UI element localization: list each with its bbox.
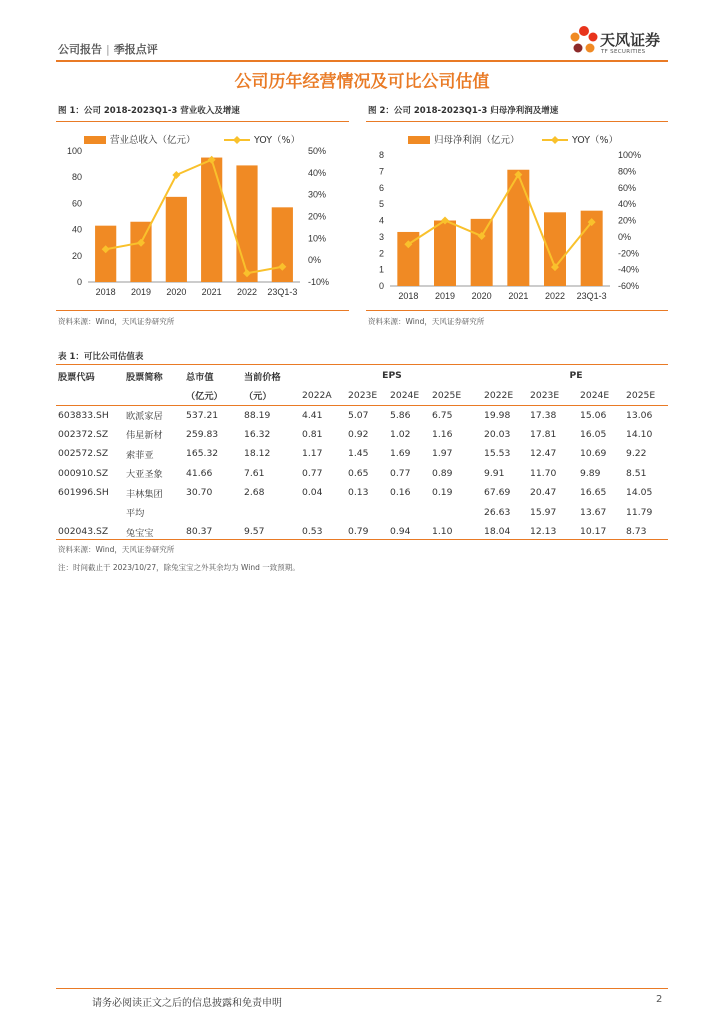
figure-1-caption: 图 1：公司 2018-2023Q1-3 营业收入及增速 bbox=[58, 106, 240, 116]
table-caption: 表 1：可比公司估值表 bbox=[58, 352, 144, 362]
legend-line-label: YOY（%） bbox=[572, 135, 619, 146]
figure-2-caption: 图 2：公司 2018-2023Q1-3 归母净利润及增速 bbox=[368, 106, 559, 116]
table-cell: 丰林集团 bbox=[126, 488, 163, 500]
x-tick-label: 2018 bbox=[95, 287, 116, 297]
table-cell: 30.70 bbox=[186, 487, 213, 499]
table-row bbox=[56, 464, 668, 484]
table-cell: 13.67 bbox=[580, 506, 607, 518]
table-cell bbox=[300, 503, 346, 523]
bar bbox=[471, 219, 493, 286]
table-cell: 16.05 bbox=[580, 428, 607, 440]
page-number: 2 bbox=[656, 994, 663, 1005]
bar bbox=[236, 165, 257, 282]
table-cell: 0.77 bbox=[390, 467, 411, 479]
table-cell: 603833.SH bbox=[58, 409, 109, 421]
x-tick-label: 2021 bbox=[508, 291, 529, 301]
legend-line-marker bbox=[233, 136, 241, 144]
table-cell: 601996.SH bbox=[58, 487, 109, 499]
table-cell bbox=[56, 503, 124, 523]
table-cell: 0.81 bbox=[302, 428, 323, 440]
table-cell: 1.02 bbox=[390, 428, 411, 440]
x-tick-label: 2022 bbox=[236, 287, 258, 297]
table-cell: 18.12 bbox=[244, 448, 271, 460]
figure-1-bottom-rule bbox=[56, 310, 349, 311]
table-cell: 10.69 bbox=[580, 448, 607, 460]
table-cell: 0.89 bbox=[432, 467, 453, 479]
table-cell: 欧派家居 bbox=[126, 411, 163, 422]
table-cell: 1.10 bbox=[432, 526, 453, 538]
y2-tick-label: 40% bbox=[618, 199, 637, 210]
table-row bbox=[56, 483, 668, 503]
table-source: 资料来源：Wind，天风证券研究所 bbox=[58, 545, 175, 554]
table-cell bbox=[430, 503, 482, 523]
bar bbox=[95, 226, 116, 282]
y-tick-label: 0 bbox=[76, 277, 82, 287]
table-cell: 11.70 bbox=[530, 467, 557, 479]
report-type-a: 公司报告 bbox=[58, 43, 102, 56]
y2-tick-label: 0% bbox=[308, 255, 322, 266]
y2-tick-label: 20% bbox=[308, 211, 327, 222]
y-tick-label: 0 bbox=[378, 281, 384, 291]
y2-tick-label: 40% bbox=[308, 167, 327, 178]
table-header-row-1 bbox=[56, 366, 668, 386]
x-tick-label: 2019 bbox=[434, 291, 456, 301]
x-tick-label: 2020 bbox=[166, 287, 187, 297]
x-tick-label: 2022 bbox=[544, 291, 566, 301]
table-cell: 0.94 bbox=[390, 526, 411, 538]
x-tick-label: 23Q1-3 bbox=[576, 291, 607, 301]
y2-tick-label: 10% bbox=[308, 233, 327, 244]
profit-chart bbox=[362, 130, 668, 305]
table-cell: 18.04 bbox=[484, 526, 511, 538]
y-tick-label: 60 bbox=[71, 198, 82, 209]
table-cell: 2.68 bbox=[244, 487, 265, 499]
table-cell: 19.98 bbox=[484, 409, 511, 421]
y-tick-label: 1 bbox=[378, 264, 384, 275]
y-tick-label: 3 bbox=[378, 231, 384, 242]
table-cell: 165.32 bbox=[186, 448, 219, 460]
tf-securities-logo bbox=[569, 25, 669, 61]
bar bbox=[434, 221, 456, 287]
header-name: 股票简称 bbox=[126, 371, 163, 383]
valuation-table bbox=[56, 366, 668, 542]
revenue-chart bbox=[56, 130, 352, 305]
y-tick-label: 40 bbox=[71, 224, 82, 235]
table-cell: 0.79 bbox=[348, 526, 369, 538]
table-note: 注：时间截止于 2023/10/27，除兔宝宝之外其余均为 Wind 一致预期。 bbox=[58, 563, 300, 572]
table-cell: 1.16 bbox=[432, 428, 453, 440]
year-col: 2024E bbox=[580, 389, 610, 401]
table-cell: 67.69 bbox=[484, 487, 511, 499]
header-mcap-unit: （亿元） bbox=[186, 391, 223, 402]
table-cell: 5.86 bbox=[390, 409, 411, 421]
table-cell: 16.65 bbox=[580, 487, 607, 499]
y2-tick-label: -20% bbox=[618, 248, 640, 259]
table-cell: 80.37 bbox=[186, 526, 213, 538]
table-cell: 9.91 bbox=[484, 467, 505, 479]
table-cell: 15.53 bbox=[484, 448, 511, 460]
header-price-unit: （元） bbox=[244, 391, 272, 402]
x-tick-label: 23Q1-3 bbox=[267, 287, 298, 297]
legend-bar-swatch bbox=[84, 136, 106, 144]
header-rule bbox=[56, 60, 668, 62]
table-cell: 15.06 bbox=[580, 409, 607, 421]
header-pe: PE bbox=[569, 370, 583, 382]
yoy-point bbox=[172, 171, 180, 179]
table-cell: 0.04 bbox=[302, 487, 323, 499]
table-cell bbox=[346, 503, 388, 523]
table-cell bbox=[388, 503, 430, 523]
table-cell: 002372.SZ bbox=[58, 428, 109, 440]
y2-tick-label: -40% bbox=[618, 264, 640, 275]
y-tick-label: 6 bbox=[378, 182, 384, 193]
flower-logo-icon bbox=[569, 25, 599, 59]
table-cell: 0.92 bbox=[348, 428, 369, 440]
y2-tick-label: -10% bbox=[308, 277, 330, 287]
table-cell: 17.38 bbox=[530, 409, 557, 421]
table-cell: 14.10 bbox=[626, 428, 653, 440]
table-row bbox=[56, 444, 668, 464]
y2-tick-label: 60% bbox=[618, 182, 637, 193]
table-cell: 17.81 bbox=[530, 428, 557, 440]
table-cell: 15.97 bbox=[530, 506, 557, 518]
y2-tick-label: -60% bbox=[618, 281, 640, 291]
table-cell: 大亚圣象 bbox=[126, 469, 163, 481]
table-cell bbox=[184, 503, 242, 523]
table-cell: 5.07 bbox=[348, 409, 369, 421]
x-tick-label: 2021 bbox=[201, 287, 222, 297]
year-col: 2024E bbox=[390, 389, 420, 401]
header-price: 当前价格 bbox=[244, 371, 281, 383]
table-cell: 1.97 bbox=[432, 448, 453, 460]
table-cell: 伟星新材 bbox=[126, 430, 163, 442]
table-cell: 9.22 bbox=[626, 448, 647, 460]
table-cell: 12.47 bbox=[530, 448, 557, 460]
table-cell: 8.73 bbox=[626, 526, 647, 538]
table-cell: 0.16 bbox=[390, 487, 411, 499]
table-cell: 1.69 bbox=[390, 448, 411, 460]
bar bbox=[130, 222, 151, 282]
logo-text-en: TF SECURITIES bbox=[601, 49, 646, 55]
report-type bbox=[58, 41, 158, 57]
table-bottom-rule bbox=[56, 539, 668, 540]
table-cell: 1.17 bbox=[302, 448, 323, 460]
header-eps: EPS bbox=[382, 370, 402, 382]
legend-bar-swatch bbox=[408, 136, 430, 144]
figure-1-source: 资料来源：Wind，天风证券研究所 bbox=[58, 317, 175, 326]
y2-tick-label: 30% bbox=[308, 189, 327, 200]
header-separator: | bbox=[106, 43, 110, 56]
legend-line-label: YOY（%） bbox=[254, 135, 301, 146]
table-cell: 41.66 bbox=[186, 467, 213, 479]
table-cell: 20.47 bbox=[530, 487, 557, 499]
table-cell: 0.65 bbox=[348, 467, 369, 479]
year-col: 2025E bbox=[432, 389, 462, 401]
table-header-row-2 bbox=[56, 386, 668, 406]
table-cell: 11.79 bbox=[626, 506, 653, 518]
header-code: 股票代码 bbox=[58, 371, 95, 383]
table-top-rule bbox=[56, 364, 668, 365]
table-cell: 9.89 bbox=[580, 467, 601, 479]
table-cell: 8.51 bbox=[626, 467, 647, 479]
table-cell: 26.63 bbox=[484, 506, 511, 518]
table-cell: 0.19 bbox=[432, 487, 453, 499]
year-col: 2025E bbox=[626, 389, 656, 401]
table-cell: 88.19 bbox=[244, 409, 271, 421]
header-mcap: 总市值 bbox=[186, 371, 214, 383]
legend-bar-label: 归母净利润（亿元） bbox=[434, 135, 520, 146]
y2-tick-label: 50% bbox=[308, 146, 327, 156]
section-title: 公司历年经营情况及可比公司估值 bbox=[234, 72, 490, 92]
table-cell: 0.77 bbox=[302, 467, 323, 479]
footer-rule bbox=[56, 988, 668, 989]
logo-text-cn: 天风证券 bbox=[600, 31, 661, 49]
table-cell: 12.13 bbox=[530, 526, 557, 538]
table-cell: 6.75 bbox=[432, 409, 453, 421]
table-cell: 索菲亚 bbox=[126, 449, 154, 461]
y-tick-label: 2 bbox=[378, 248, 384, 259]
table-cell: 000910.SZ bbox=[58, 467, 109, 479]
legend-line-marker bbox=[551, 136, 559, 144]
figure-2-rule bbox=[366, 121, 668, 122]
table-cell: 14.05 bbox=[626, 487, 653, 499]
legend-bar-label: 营业总收入（亿元） bbox=[110, 135, 196, 146]
year-col: 2023E bbox=[348, 389, 378, 401]
x-tick-label: 2020 bbox=[471, 291, 492, 301]
y-tick-label: 7 bbox=[378, 166, 384, 177]
table-cell: 10.17 bbox=[580, 526, 607, 538]
x-tick-label: 2018 bbox=[398, 291, 419, 301]
table-cell bbox=[242, 503, 300, 523]
table-cell: 7.61 bbox=[244, 467, 265, 479]
table-row bbox=[56, 503, 668, 523]
bar bbox=[272, 207, 293, 282]
bar bbox=[201, 158, 222, 282]
table-row bbox=[56, 405, 668, 425]
figure-1-rule bbox=[56, 121, 349, 122]
bar bbox=[166, 197, 187, 282]
y-tick-label: 80 bbox=[71, 172, 82, 183]
footer-disclaimer: 请务必阅读正文之后的信息披露和免责申明 bbox=[92, 998, 282, 1009]
table-cell: 002043.SZ bbox=[58, 526, 109, 538]
table-cell: 0.53 bbox=[302, 526, 323, 538]
table-cell: 002572.SZ bbox=[58, 448, 109, 460]
table-cell: 1.45 bbox=[348, 448, 369, 460]
report-type-b: 季报点评 bbox=[113, 43, 158, 56]
y-tick-label: 20 bbox=[71, 250, 82, 261]
table-cell: 0.13 bbox=[348, 487, 369, 499]
figure-2-source: 资料来源：Wind，天风证券研究所 bbox=[368, 317, 485, 326]
x-tick-label: 2019 bbox=[130, 287, 152, 297]
y-tick-label: 5 bbox=[378, 199, 384, 210]
year-col: 2023E bbox=[530, 389, 560, 401]
table-cell: 13.06 bbox=[626, 409, 653, 421]
y2-tick-label: 100% bbox=[618, 150, 642, 160]
table-cell: 4.41 bbox=[302, 409, 323, 421]
y2-tick-label: 20% bbox=[618, 215, 637, 226]
y2-tick-label: 80% bbox=[618, 166, 637, 177]
year-col: 2022E bbox=[484, 389, 514, 401]
table-cell: 平均 bbox=[126, 508, 145, 520]
y-tick-label: 8 bbox=[378, 150, 384, 160]
table-cell: 9.57 bbox=[244, 526, 265, 538]
table-cell: 20.03 bbox=[484, 428, 511, 440]
y-tick-label: 100 bbox=[66, 146, 82, 156]
year-col: 2022A bbox=[302, 389, 332, 401]
figure-2-bottom-rule bbox=[366, 310, 668, 311]
table-cell: 259.83 bbox=[186, 428, 219, 440]
table-cell: 537.21 bbox=[186, 409, 219, 421]
y-tick-label: 4 bbox=[378, 215, 384, 226]
table-row bbox=[56, 425, 668, 445]
table-cell: 16.32 bbox=[244, 428, 271, 440]
y2-tick-label: 0% bbox=[618, 231, 632, 242]
table-cell: 兔宝宝 bbox=[126, 527, 154, 539]
